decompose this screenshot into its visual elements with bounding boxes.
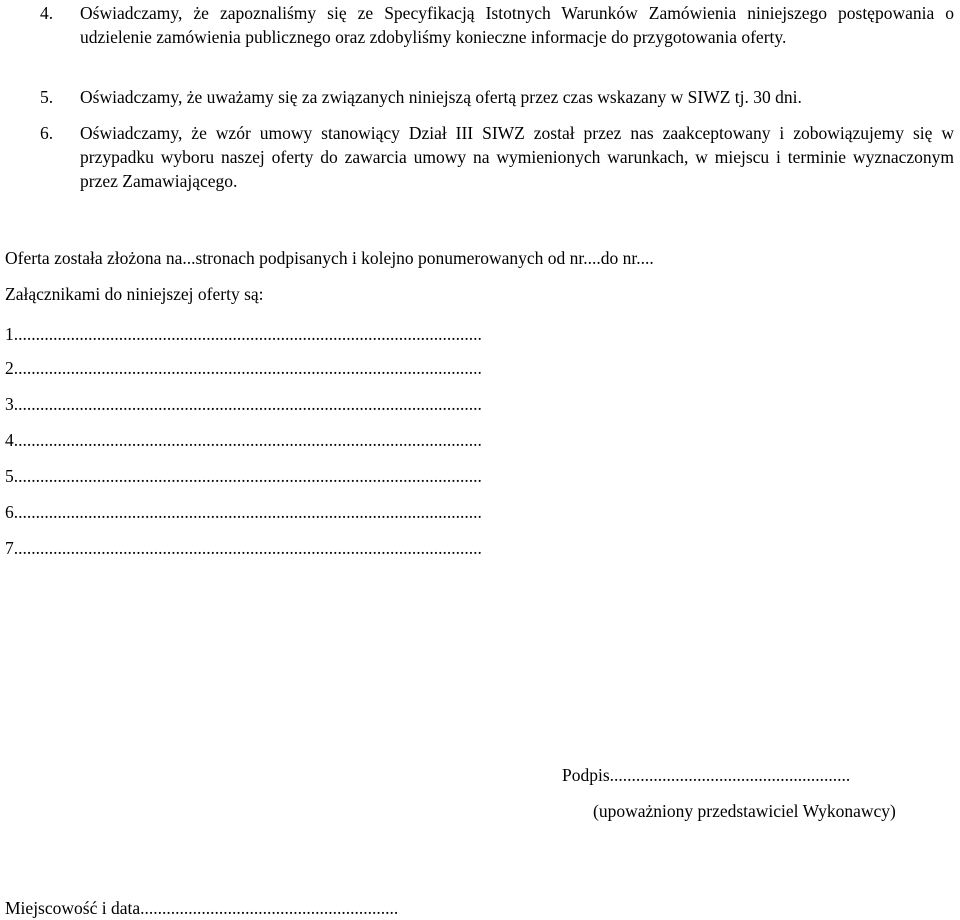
attachment-line-1: 1........................................................................................................... [5,324,482,344]
declaration-item-5 [10,85,954,109]
attachment-line-5: 5........................................................................................................... [5,466,482,486]
declaration-number: 4. [40,3,54,23]
declaration-text: Oświadczamy, że wzór umowy stanowiący Dział III SIWZ został przez nas zaakceptowany i zobowiązujemy się w przypadku wyboru naszej oferty do zawarcia umowy na wymienionych warunkach, w miejscu i terminie wyznaczonym przez Zamawiającego. [80,123,954,191]
place-and-date-line: Miejscowość i data........................................................... [5,898,399,918]
attachment-line-2: 2........................................................................................................... [5,358,482,378]
offer-pages-line: Oferta została złożona na...stronach podpisanych i kolejno ponumerowanych od nr....do nr.... [5,248,654,268]
declaration-item-4 [10,1,954,49]
declaration-number: 6. [40,123,54,143]
signature-caption: (upoważniony przedstawiciel Wykonawcy) [593,801,896,821]
attachments-heading: Załącznikami do niniejszej oferty są: [5,284,264,304]
attachment-line-7: 7........................................................................................................... [5,538,482,558]
declaration-item-6 [10,121,954,193]
attachment-line-4: 4........................................................................................................... [5,430,482,450]
attachment-line-3: 3........................................................................................................... [5,394,482,414]
declaration-text: Oświadczamy, że uważamy się za związanych niniejszą ofertą przez czas wskazany w SIWZ tj. 30 dni. [80,87,802,107]
signature-line: Podpis....................................................... [562,765,851,785]
attachment-line-6: 6........................................................................................................... [5,502,482,522]
declaration-number: 5. [40,87,54,107]
declaration-text: Oświadczamy, że zapoznaliśmy się ze Specyfikacją Istotnych Warunków Zamówienia niniejszego postępowania o udzielenie zamówienia publicznego oraz zdobyliśmy konieczne informacje do przygotowania oferty. [80,3,954,47]
